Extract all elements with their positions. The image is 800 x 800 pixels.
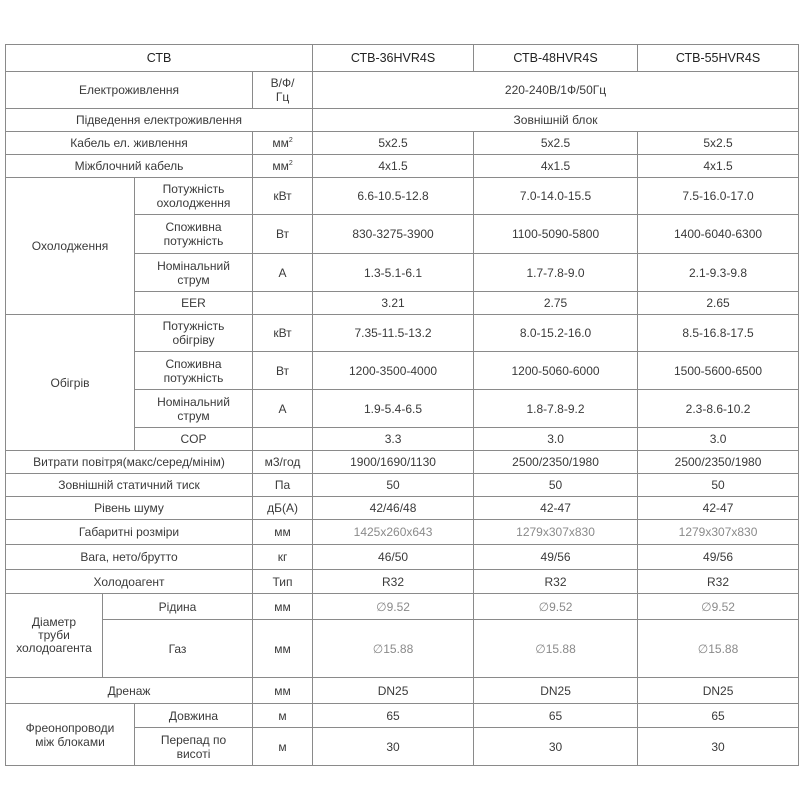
model-3: СТВ-55HVR4S bbox=[638, 45, 799, 72]
freon-height-value-2: 30 bbox=[474, 728, 638, 766]
freon-length-value-1: 65 bbox=[313, 704, 474, 728]
heating-capacity-value-2: 8.0-15.2-16.0 bbox=[474, 315, 638, 352]
interunit-cable-unit: $мм^2$ bbox=[253, 155, 313, 178]
power-supply-value: 220-240В/1Ф/50Гц bbox=[313, 72, 799, 109]
header-row bbox=[6, 45, 799, 72]
heating-capacity-value-3: 8.5-16.8-17.5 bbox=[638, 315, 799, 352]
airflow-value-3: 2500/2350/1980 bbox=[638, 451, 799, 474]
pipe-gas-value-2: ∅15.88 bbox=[474, 620, 638, 678]
row-weight bbox=[6, 545, 799, 570]
row-freon-length bbox=[6, 704, 799, 728]
cooling-power-input-value-2: 1100-5090-5800 bbox=[474, 215, 638, 254]
airflow-label: Витрати повітря(макс/серед/мінім) bbox=[6, 451, 253, 474]
dimensions-value-1: 1425x260x643 bbox=[313, 520, 474, 545]
heating-capacity-label: Потужність обігріву bbox=[135, 315, 253, 352]
cooling-power-input-value-1: 830-3275-3900 bbox=[313, 215, 474, 254]
dimensions-label: Габаритні розміри bbox=[6, 520, 253, 545]
pipe-liquid-label: Рідина bbox=[103, 594, 253, 620]
refrigerant-label: Холодоагент bbox=[6, 570, 253, 594]
cooling-capacity-value-2: 7.0-14.0-15.5 bbox=[474, 178, 638, 215]
refrigerant-value-3: R32 bbox=[638, 570, 799, 594]
freon-height-value-3: 30 bbox=[638, 728, 799, 766]
row-interunit-cable bbox=[6, 155, 799, 178]
weight-value-2: 49/56 bbox=[474, 545, 638, 570]
drain-value-2: DN25 bbox=[474, 678, 638, 704]
cooling-power-input-value-3: 1400-6040-6300 bbox=[638, 215, 799, 254]
heating-current-value-3: 2.3-8.6-10.2 bbox=[638, 390, 799, 428]
noise-unit: дБ(А) bbox=[253, 497, 313, 520]
cooling-eer-label: EER bbox=[135, 292, 253, 315]
spec-table bbox=[5, 44, 799, 766]
row-pipe-liquid bbox=[6, 594, 799, 620]
heating-cop-label: COP bbox=[135, 428, 253, 451]
static-pressure-value-3: 50 bbox=[638, 474, 799, 497]
row-heating-capacity bbox=[6, 315, 799, 352]
heating-capacity-unit: кВт bbox=[253, 315, 313, 352]
weight-unit: кг bbox=[253, 545, 313, 570]
cooling-power-input-unit: Вт bbox=[253, 215, 313, 254]
refrigerant-value-2: R32 bbox=[474, 570, 638, 594]
freon-height-unit: м bbox=[253, 728, 313, 766]
noise-value-2: 42-47 bbox=[474, 497, 638, 520]
static-pressure-label: Зовнішній статичний тиск bbox=[6, 474, 253, 497]
cooling-eer-value-1: 3.21 bbox=[313, 292, 474, 315]
interunit-cable-value-2: 4x1.5 bbox=[474, 155, 638, 178]
airflow-value-2: 2500/2350/1980 bbox=[474, 451, 638, 474]
pipe-gas-unit: мм bbox=[253, 620, 313, 678]
freon-height-value-1: 30 bbox=[313, 728, 474, 766]
row-cooling-capacity bbox=[6, 178, 799, 215]
power-connection-label: Підведення електроживлення bbox=[6, 109, 313, 132]
cooling-capacity-label: Потужність охолодження bbox=[135, 178, 253, 215]
row-dimensions bbox=[6, 520, 799, 545]
cooling-current-value-2: 1.7-7.8-9.0 bbox=[474, 254, 638, 292]
airflow-unit: м3/год bbox=[253, 451, 313, 474]
heating-power-input-value-2: 1200-5060-6000 bbox=[474, 352, 638, 390]
freon-length-label: Довжина bbox=[135, 704, 253, 728]
freon-length-value-2: 65 bbox=[474, 704, 638, 728]
row-refrigerant bbox=[6, 570, 799, 594]
pipe-gas-value-3: ∅15.88 bbox=[638, 620, 799, 678]
power-cable-unit: $мм^2$ bbox=[253, 132, 313, 155]
heating-current-unit: А bbox=[253, 390, 313, 428]
heating-power-input-label: Споживна потужність bbox=[135, 352, 253, 390]
power-supply-unit: В/Ф/ Гц bbox=[253, 72, 313, 109]
heating-cop-value-3: 3.0 bbox=[638, 428, 799, 451]
drain-value-3: DN25 bbox=[638, 678, 799, 704]
weight-label: Вага, нето/брутто bbox=[6, 545, 253, 570]
noise-value-3: 42-47 bbox=[638, 497, 799, 520]
pipe-liquid-value-2: ∅9.52 bbox=[474, 594, 638, 620]
pipe-liquid-value-3: ∅9.52 bbox=[638, 594, 799, 620]
row-pipe-gas bbox=[6, 620, 799, 678]
cooling-current-value-3: 2.1-9.3-9.8 bbox=[638, 254, 799, 292]
heating-power-input-unit: Вт bbox=[253, 352, 313, 390]
drain-unit: мм bbox=[253, 678, 313, 704]
cooling-label: Охолодження bbox=[6, 178, 135, 315]
cooling-eer-value-2: 2.75 bbox=[474, 292, 638, 315]
drain-label: Дренаж bbox=[6, 678, 253, 704]
dimensions-value-2: 1279x307x830 bbox=[474, 520, 638, 545]
pipe-gas-value-1: ∅15.88 bbox=[313, 620, 474, 678]
heating-label: Обігрів bbox=[6, 315, 135, 451]
power-cable-value-2: 5x2.5 bbox=[474, 132, 638, 155]
static-pressure-value-1: 50 bbox=[313, 474, 474, 497]
refrigerant-value-1: R32 bbox=[313, 570, 474, 594]
pipe-gas-label: Газ bbox=[103, 620, 253, 678]
row-noise bbox=[6, 497, 799, 520]
cooling-current-unit: А bbox=[253, 254, 313, 292]
heating-power-input-value-1: 1200-3500-4000 bbox=[313, 352, 474, 390]
interunit-cable-label: Міжблочний кабель bbox=[6, 155, 253, 178]
weight-value-3: 49/56 bbox=[638, 545, 799, 570]
interunit-cable-value-3: 4x1.5 bbox=[638, 155, 799, 178]
cooling-eer-unit bbox=[253, 292, 313, 315]
freon-length-value-3: 65 bbox=[638, 704, 799, 728]
row-static-pressure bbox=[6, 474, 799, 497]
row-power-cable bbox=[6, 132, 799, 155]
heating-cop-value-2: 3.0 bbox=[474, 428, 638, 451]
heating-cop-value-1: 3.3 bbox=[313, 428, 474, 451]
dimensions-unit: мм bbox=[253, 520, 313, 545]
cooling-current-value-1: 1.3-5.1-6.1 bbox=[313, 254, 474, 292]
cooling-current-label: Номінальний струм bbox=[135, 254, 253, 292]
row-drain bbox=[6, 678, 799, 704]
pipe-diameter-label: Діаметр труби холодоагента bbox=[6, 594, 103, 678]
row-power-supply bbox=[6, 72, 799, 109]
drain-value-1: DN25 bbox=[313, 678, 474, 704]
pipe-liquid-unit: мм bbox=[253, 594, 313, 620]
row-power-connection bbox=[6, 109, 799, 132]
heating-cop-unit bbox=[253, 428, 313, 451]
cooling-eer-value-3: 2.65 bbox=[638, 292, 799, 315]
cooling-capacity-value-1: 6.6-10.5-12.8 bbox=[313, 178, 474, 215]
cooling-power-input-label: Споживна потужність bbox=[135, 215, 253, 254]
heating-power-input-value-3: 1500-5600-6500 bbox=[638, 352, 799, 390]
model-label: СТВ bbox=[6, 45, 313, 72]
heating-current-label: Номінальний струм bbox=[135, 390, 253, 428]
cooling-capacity-value-3: 7.5-16.0-17.0 bbox=[638, 178, 799, 215]
noise-label: Рівень шуму bbox=[6, 497, 253, 520]
freon-length-unit: м bbox=[253, 704, 313, 728]
cooling-capacity-unit: кВт bbox=[253, 178, 313, 215]
static-pressure-value-2: 50 bbox=[474, 474, 638, 497]
power-cable-value-1: 5x2.5 bbox=[313, 132, 474, 155]
refrigerant-unit: Тип bbox=[253, 570, 313, 594]
freon-height-label: Перепад по висоті bbox=[135, 728, 253, 766]
model-1: СТВ-36HVR4S bbox=[313, 45, 474, 72]
row-airflow bbox=[6, 451, 799, 474]
dimensions-value-3: 1279x307x830 bbox=[638, 520, 799, 545]
weight-value-1: 46/50 bbox=[313, 545, 474, 570]
heating-current-value-1: 1.9-5.4-6.5 bbox=[313, 390, 474, 428]
interunit-cable-value-1: 4x1.5 bbox=[313, 155, 474, 178]
power-cable-value-3: 5x2.5 bbox=[638, 132, 799, 155]
freon-pipes-label: Фреонопроводи між блоками bbox=[6, 704, 135, 766]
static-pressure-unit: Па bbox=[253, 474, 313, 497]
power-cable-label: Кабель ел. живлення bbox=[6, 132, 253, 155]
power-connection-value: Зовнішній блок bbox=[313, 109, 799, 132]
noise-value-1: 42/46/48 bbox=[313, 497, 474, 520]
heating-current-value-2: 1.8-7.8-9.2 bbox=[474, 390, 638, 428]
pipe-liquid-value-1: ∅9.52 bbox=[313, 594, 474, 620]
power-supply-label: Електроживлення bbox=[6, 72, 253, 109]
model-2: СТВ-48HVR4S bbox=[474, 45, 638, 72]
heating-capacity-value-1: 7.35-11.5-13.2 bbox=[313, 315, 474, 352]
airflow-value-1: 1900/1690/1130 bbox=[313, 451, 474, 474]
